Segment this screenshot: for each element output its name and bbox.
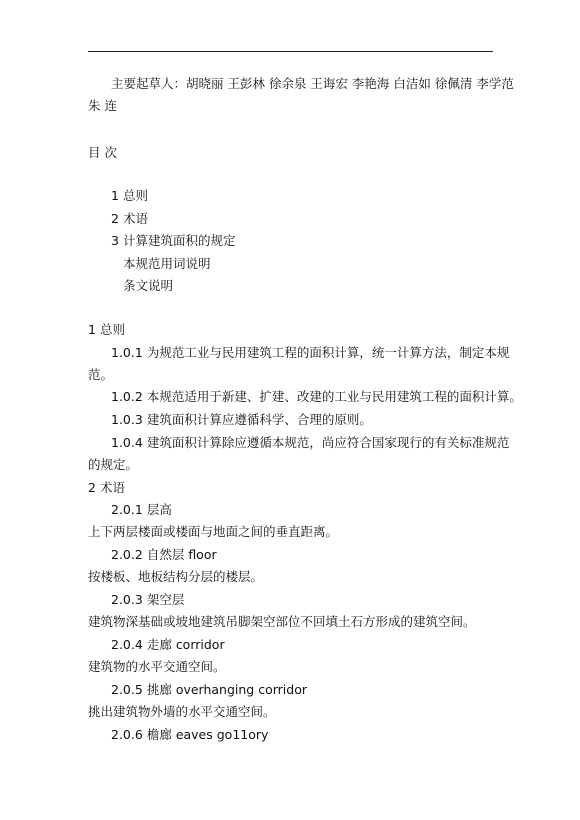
- clause-number: 1.0.4: [111, 435, 143, 450]
- toc-item-label: 本规范用词说明: [123, 256, 211, 271]
- toc-item-number: 2: [111, 211, 119, 226]
- term: [111, 726, 268, 744]
- clause-text: 为规范工业与民用建筑工程的面积计算，统一计算方法，制定本规: [146, 345, 510, 360]
- toc-item[interactable]: [111, 232, 235, 250]
- toc-item[interactable]: [111, 187, 148, 205]
- section-title: 术语: [99, 480, 125, 495]
- term-name: 层高: [146, 502, 172, 517]
- toc-title: 目 次: [88, 145, 117, 160]
- term-name: 挑廊: [146, 682, 172, 697]
- toc-item[interactable]: [111, 210, 148, 228]
- toc-item-number: 1: [111, 188, 119, 203]
- term-definition: 建筑物的水平交通空间。: [88, 659, 226, 674]
- term-number: 2.0.4: [111, 637, 143, 652]
- toc-item[interactable]: [123, 277, 173, 295]
- header-rule: [88, 51, 493, 52]
- term: [111, 681, 307, 699]
- clause-number: 1.0.3: [111, 412, 143, 427]
- toc-item-label: 条文说明: [123, 278, 174, 293]
- section-heading: [88, 321, 125, 339]
- clause-continuation: 的规定。: [88, 457, 139, 472]
- term-number: 2.0.6: [111, 727, 143, 742]
- clause: [111, 344, 509, 362]
- section-heading: [88, 479, 125, 497]
- term-number: 2.0.1: [111, 502, 143, 517]
- term: [111, 636, 225, 654]
- term-name: 檐廊: [146, 727, 172, 742]
- term-english: floor: [188, 547, 217, 562]
- term-name: 架空层: [146, 592, 185, 607]
- term-definition: 按楼板、地板结构分层的楼层。: [88, 569, 264, 584]
- term: [111, 591, 184, 609]
- toc-item-number: 3: [111, 233, 119, 248]
- clause-text: 建筑面积计算除应遵循本规范，尚应符合国家现行的有关标准规范: [146, 435, 510, 450]
- section-number: 1: [88, 322, 96, 337]
- term-english: eaves go11ory: [175, 727, 269, 742]
- clause: [111, 411, 372, 429]
- term-number: 2.0.2: [111, 547, 143, 562]
- clause-number: 1.0.2: [111, 389, 143, 404]
- term-definition: 上下两层楼面或楼面与地面之间的垂直距离。: [88, 524, 339, 539]
- clause-number: 1.0.1: [111, 345, 143, 360]
- term-name: 走廊: [146, 637, 172, 652]
- term-english: overhanging corridor: [175, 682, 307, 697]
- clause-text: 建筑面积计算应遵循科学、合理的原则。: [146, 412, 372, 427]
- clause: [111, 388, 522, 406]
- term-definition: 建筑物深基础或坡地建筑吊脚架空部位不回填土石方形成的建筑空间。: [88, 614, 476, 629]
- term-name: 自然层: [146, 547, 185, 562]
- term-number: 2.0.5: [111, 682, 143, 697]
- section-number: 2: [88, 480, 96, 495]
- term: [111, 501, 172, 519]
- clause-text: 本规范适用于新建、扩建、改建的工业与民用建筑工程的面积计算。: [146, 389, 522, 404]
- drafters-line-continued: 朱 连: [88, 98, 117, 113]
- toc-item-label: 总则: [122, 188, 148, 203]
- term-english: corridor: [175, 637, 225, 652]
- toc-item-label: 术语: [122, 211, 148, 226]
- clause: [111, 434, 509, 452]
- toc-item[interactable]: [123, 255, 211, 273]
- section-title: 总则: [99, 322, 125, 337]
- term-number: 2.0.3: [111, 592, 143, 607]
- toc-item-label: 计算建筑面积的规定: [122, 233, 236, 248]
- term-definition: 挑出建筑物外墙的水平交通空间。: [88, 704, 276, 719]
- clause-continuation: 范。: [88, 367, 114, 382]
- drafters-line: 主要起草人：胡晓丽 王彭林 徐余泉 王诲宏 李艳海 白洁如 徐佩清 李学范: [111, 76, 514, 91]
- term: [111, 546, 217, 564]
